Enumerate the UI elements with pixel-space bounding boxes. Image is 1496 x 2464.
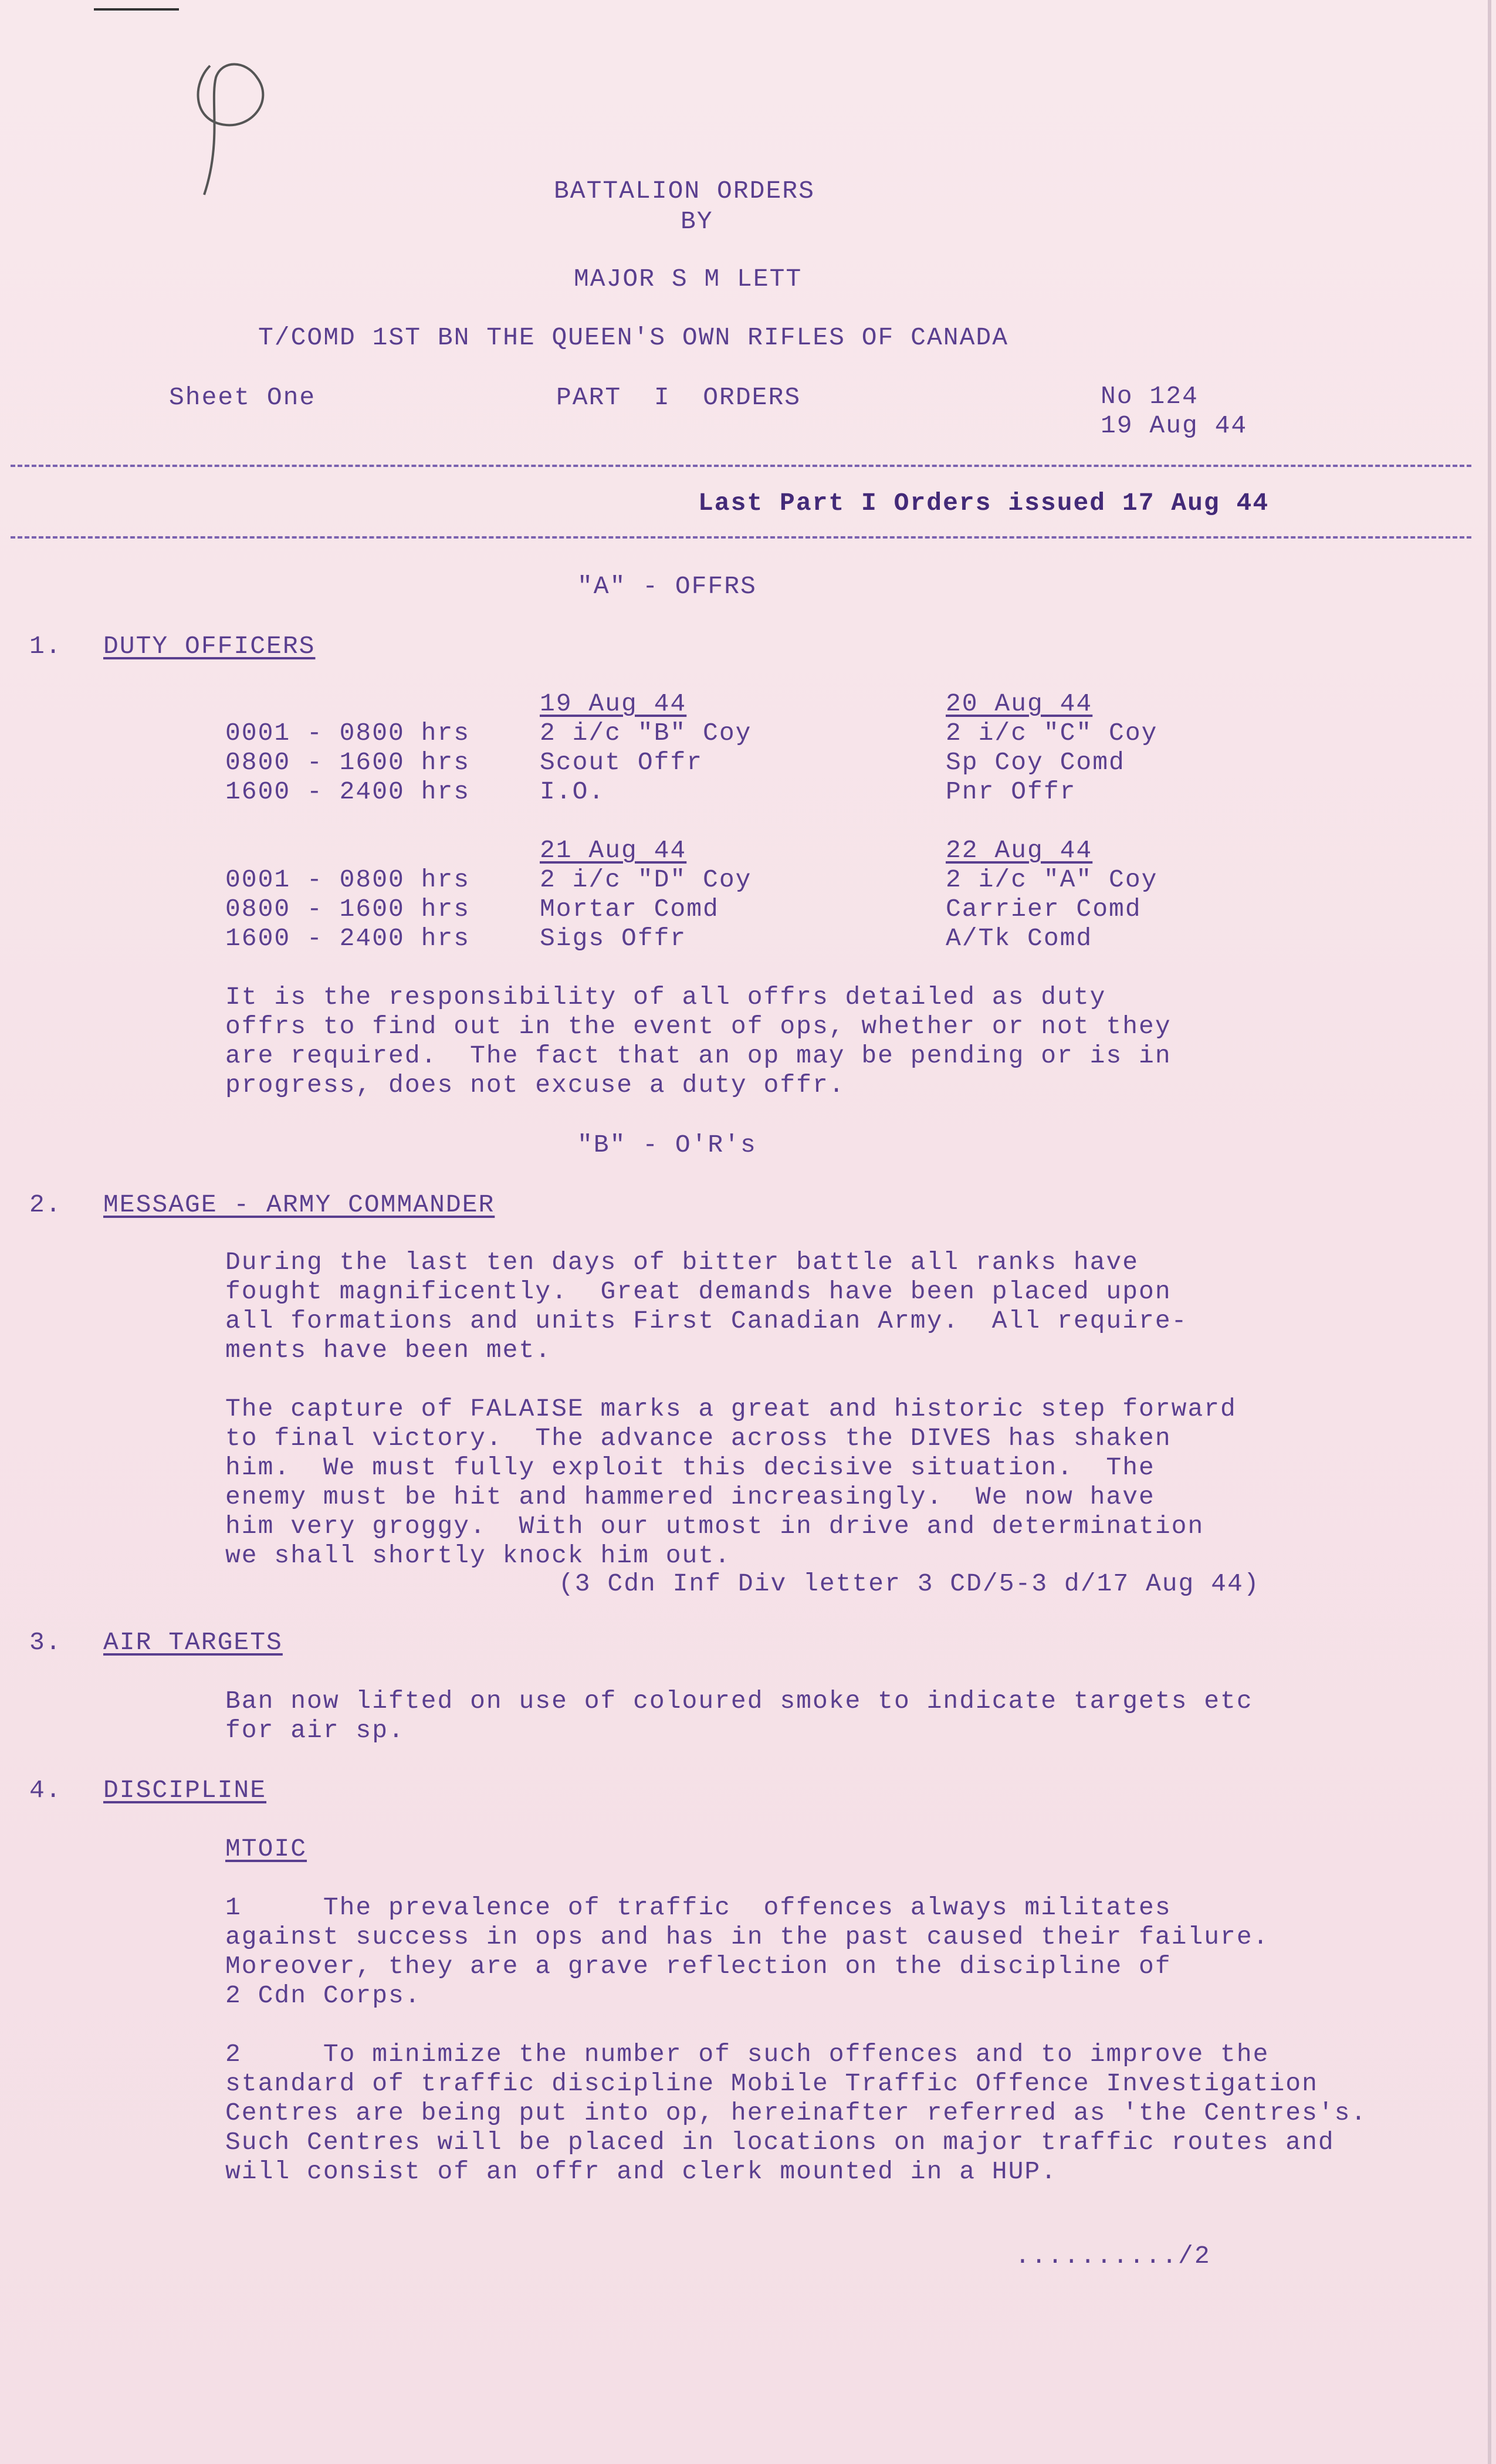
header-part: PART I ORDERS xyxy=(556,383,801,412)
duty-time: 0001 - 0800 hrs xyxy=(225,719,471,747)
discipline-line: Such Centres will be placed in locations on major traffic routes and xyxy=(225,2128,1335,2157)
duty-time: 0001 - 0800 hrs xyxy=(225,865,471,894)
item-1-number: 1. xyxy=(29,632,62,661)
duty-time: 1600 - 2400 hrs xyxy=(225,924,471,953)
duty-officer: Carrier Comd xyxy=(946,895,1142,923)
discipline-line: Moreover, they are a grave reflection on the discipline of xyxy=(225,1952,1172,1981)
duty-officer: 2 i/c "A" Coy xyxy=(946,865,1158,894)
header-by: BY xyxy=(681,207,713,236)
item-4-subtitle: MTOIC xyxy=(225,1835,307,1863)
divider-top xyxy=(11,465,1471,467)
discipline-line: against success in ops and has in the past caused their failure. xyxy=(225,1923,1270,1951)
duty-note-line: progress, does not excuse a duty offr. xyxy=(225,1071,845,1099)
item-3-title: AIR TARGETS xyxy=(103,1628,283,1657)
duty-officer: Mortar Comd xyxy=(540,895,719,923)
header-date: 19 Aug 44 xyxy=(1101,411,1248,440)
duty-officer: 2 i/c "B" Coy xyxy=(540,719,752,747)
duty-officer: I.O. xyxy=(540,777,605,806)
message-line: we shall shortly knock him out. xyxy=(225,1541,731,1570)
header-unit: T/COMD 1ST BN THE QUEEN'S OWN RIFLES OF CANADA xyxy=(258,323,1008,352)
discipline-line: standard of traffic discipline Mobile Traffic Offence Investigation xyxy=(225,2069,1318,2098)
item-3-number: 3. xyxy=(29,1628,62,1657)
discipline-line: 1 The prevalence of traffic offences always militates xyxy=(225,1893,1172,1922)
discipline-line: 2 Cdn Corps. xyxy=(225,1981,421,2010)
item-2-title: MESSAGE - ARMY COMMANDER xyxy=(103,1190,495,1219)
page-continuation: ........../2 xyxy=(1015,2242,1211,2270)
duty-date-4: 22 Aug 44 xyxy=(946,836,1093,865)
air-targets-line: Ban now lifted on use of coloured smoke to indicate targets etc xyxy=(225,1687,1253,1715)
duty-officer: Pnr Offr xyxy=(946,777,1077,806)
duty-note-line: offrs to find out in the event of ops, whether or not they xyxy=(225,1012,1172,1041)
air-targets-line: for air sp. xyxy=(225,1716,405,1745)
last-orders-line: Last Part I Orders issued 17 Aug 44 xyxy=(698,489,1270,517)
discipline-line: 2 To minimize the number of such offences and to improve the xyxy=(225,2040,1270,2069)
item-4-number: 4. xyxy=(29,1776,62,1805)
message-line: him. We must fully exploit this decisive situation. The xyxy=(225,1453,1155,1482)
message-line: him very groggy. With our utmost in drive and determination xyxy=(225,1512,1204,1541)
duty-date-2: 20 Aug 44 xyxy=(946,689,1093,718)
header-title: BATTALION ORDERS xyxy=(554,177,815,205)
top-margin-mark xyxy=(94,8,179,11)
discipline-line: will consist of an offr and clerk mounted in a HUP. xyxy=(225,2157,1058,2186)
duty-officer: 2 i/c "D" Coy xyxy=(540,865,752,894)
header-sheet: Sheet One xyxy=(169,383,316,412)
duty-time: 1600 - 2400 hrs xyxy=(225,777,471,806)
duty-time: 0800 - 1600 hrs xyxy=(225,895,471,923)
message-line: During the last ten days of bitter battle all ranks have xyxy=(225,1248,1139,1277)
message-line: enemy must be hit and hammered increasingly. We now have xyxy=(225,1483,1155,1511)
duty-date-1: 19 Aug 44 xyxy=(540,689,687,718)
message-line: ments have been met. xyxy=(225,1336,552,1365)
duty-time: 0800 - 1600 hrs xyxy=(225,748,471,777)
header-number: No 124 xyxy=(1101,382,1199,411)
item-4-title: DISCIPLINE xyxy=(103,1776,267,1805)
handwritten-mark-icon xyxy=(187,54,280,207)
message-line: to final victory. The advance across the DIVES has shaken xyxy=(225,1424,1172,1453)
duty-officer: Sigs Offr xyxy=(540,924,687,953)
discipline-line: Centres are being put into op, hereinafter referred as 'the Centres's. xyxy=(225,2099,1368,2127)
header-officer: MAJOR S M LETT xyxy=(574,265,803,293)
message-reference: (3 Cdn Inf Div letter 3 CD/5-3 d/17 Aug 44) xyxy=(559,1569,1260,1598)
duty-note-line: are required. The fact that an op may be pending or is in xyxy=(225,1041,1172,1070)
duty-date-3: 21 Aug 44 xyxy=(540,836,687,865)
duty-officer: Scout Offr xyxy=(540,748,703,777)
duty-officer: 2 i/c "C" Coy xyxy=(946,719,1158,747)
message-line: all formations and units First Canadian Army. All require- xyxy=(225,1307,1188,1335)
item-2-number: 2. xyxy=(29,1190,62,1219)
duty-officer: A/Tk Comd xyxy=(946,924,1093,953)
duty-officer: Sp Coy Comd xyxy=(946,748,1125,777)
section-b-heading: "B" - O'R's xyxy=(577,1131,757,1159)
page-edge xyxy=(1488,0,1491,2464)
item-1-title: DUTY OFFICERS xyxy=(103,632,316,661)
section-a-heading: "A" - OFFRS xyxy=(577,572,757,601)
duty-note-line: It is the responsibility of all offrs detailed as duty xyxy=(225,983,1106,1011)
divider-bottom xyxy=(11,536,1471,539)
message-line: The capture of FALAISE marks a great and historic step forward xyxy=(225,1395,1237,1423)
message-line: fought magnificently. Great demands have been placed upon xyxy=(225,1277,1172,1306)
